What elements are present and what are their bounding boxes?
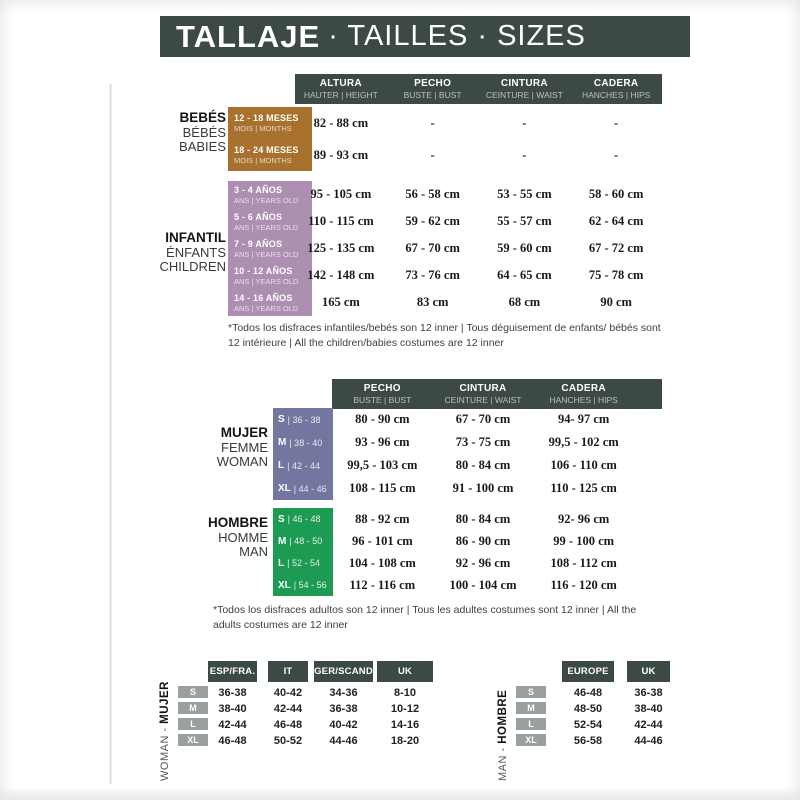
measurement-cell: 92- 96 cm — [557, 511, 610, 526]
measurement-cell: 116 - 120 cm — [550, 577, 617, 592]
group-label-line: BÉBÉS — [182, 124, 226, 140]
size-badge — [273, 530, 333, 552]
age-range-sub: MOIS | MONTHS — [234, 156, 292, 165]
measurement-cell: 83 cm — [416, 295, 449, 309]
table-row — [332, 431, 634, 454]
size-badge — [273, 454, 333, 477]
size-badge: XL — [516, 734, 546, 746]
column-header-cadera — [533, 379, 634, 409]
measurement-cell: 80 - 84 cm — [455, 511, 511, 526]
table-row — [295, 208, 662, 235]
measurement-cell: 86 - 90 cm — [455, 533, 511, 548]
size-badge — [273, 431, 333, 454]
column-header-pecho — [387, 74, 479, 104]
group-label-line: INFANTIL — [165, 230, 226, 245]
column-subtitle: HANCHES | HIPS — [549, 395, 618, 405]
conv-cell: 36-38 — [218, 686, 247, 699]
measurement-cell: 89 - 93 cm — [313, 147, 369, 162]
measurement-cell: 94- 97 cm — [557, 412, 610, 426]
size-letter: M — [278, 535, 287, 547]
conv-cell: 40-42 — [329, 718, 358, 731]
conv-header-ger-scand: GER/SCAND — [314, 661, 373, 682]
measurement-cell: 110 - 115 cm — [308, 214, 374, 228]
group-label-babies — [140, 111, 226, 155]
conv-cell: 40-42 — [273, 686, 303, 699]
size-badge: S — [178, 686, 208, 698]
column-subtitle: CEINTURE | WAIST — [444, 395, 522, 405]
measurement-cell: - — [430, 115, 435, 130]
table-row — [332, 574, 634, 596]
size-range: | 54 - 56 — [293, 580, 327, 590]
measurement-cell: 82 - 88 cm — [313, 115, 369, 130]
group-label-line: MAN — [239, 544, 268, 559]
conv-cell: 44-46 — [634, 734, 663, 747]
size-badge: M — [516, 702, 546, 714]
column-subtitle: BUSTE | BUST — [403, 90, 462, 100]
conv-header-it: IT — [268, 661, 308, 682]
size-letter: M — [278, 437, 287, 448]
measurement-cell: 88 - 92 cm — [355, 511, 410, 526]
side-label-bold: MUJER — [159, 681, 171, 724]
group-label-line: ÉNFANTS — [166, 244, 226, 260]
measurement-cell: 142 - 148 cm — [307, 268, 375, 282]
conv-header-uk: UK — [377, 661, 433, 682]
table-row — [295, 235, 662, 262]
age-range-sub: MOIS | MONTHS — [234, 124, 292, 133]
conv-header-uk: UK — [627, 661, 670, 682]
size-badge: L — [516, 718, 546, 730]
age-range-sub: ANS | YEARS OLD — [234, 249, 299, 259]
age-range: 5 - 6 AÑOS — [234, 211, 283, 222]
measurement-cell: 99,5 - 103 cm — [347, 458, 418, 472]
group-label-children — [135, 231, 226, 275]
group-label-line: WOMAN — [216, 454, 268, 469]
conv-cell: 10-12 — [390, 702, 420, 715]
measurement-cell: 58 - 60 cm — [588, 187, 644, 201]
size-range: | 44 - 46 — [293, 483, 327, 494]
age-range: 7 - 9 AÑOS — [234, 238, 283, 249]
size-letter: XL — [278, 483, 291, 494]
side-label-prefix: MAN - — [497, 743, 509, 781]
measurement-cell: - — [614, 147, 619, 162]
measurement-cell: 112 - 116 cm — [349, 577, 416, 592]
column-header-pecho — [332, 379, 433, 409]
title-secondary: · TAILLES · SIZES — [328, 20, 586, 52]
column-title: ALTURA — [319, 78, 362, 89]
age-range: 3 - 4 AÑOS — [234, 184, 283, 195]
size-badge — [273, 574, 333, 596]
size-badge: M — [178, 702, 208, 714]
size-range: | 52 - 54 — [287, 558, 320, 568]
table-row — [295, 107, 662, 139]
side-label-man — [497, 661, 509, 781]
title-primary: TALLAJE — [176, 18, 321, 54]
age-range: 18 - 24 MESES — [234, 145, 299, 155]
measurement-cell: 75 - 78 cm — [588, 268, 644, 282]
measurement-cell: 99 - 100 cm — [553, 533, 615, 548]
size-letter: L — [278, 460, 285, 471]
measurement-cell: 56 - 58 cm — [405, 187, 460, 201]
table-row — [332, 454, 634, 477]
measurement-cell: 93 - 96 cm — [355, 435, 410, 449]
column-header-cintura — [433, 379, 534, 409]
age-range: 14 - 16 AÑOS — [234, 292, 293, 303]
measurement-cell: 92 - 96 cm — [455, 555, 511, 570]
measurement-cell: 99,5 - 102 cm — [548, 435, 619, 449]
measurement-cell: - — [522, 147, 527, 162]
table-row — [332, 530, 634, 552]
measurement-cell: 67 - 70 cm — [455, 412, 511, 426]
conv-cell: 46-48 — [573, 686, 603, 699]
measurement-cell: 53 - 55 cm — [497, 187, 552, 201]
age-range-sub: ANS | YEARS OLD — [234, 303, 299, 313]
age-range-sub: ANS | YEARS OLD — [234, 276, 299, 286]
men-size-badges — [273, 508, 333, 596]
measurement-cell: 59 - 62 cm — [405, 214, 460, 228]
size-badge — [273, 477, 333, 500]
conv-cell: 18-20 — [390, 734, 420, 747]
size-range: | 46 - 48 — [287, 514, 321, 524]
size-range: | 38 - 40 — [289, 437, 323, 448]
column-title: CINTURA — [459, 383, 507, 394]
side-label-woman — [159, 661, 171, 781]
measurement-cell: 67 - 72 cm — [588, 241, 644, 255]
group-label-line: FEMME — [221, 439, 268, 455]
conv-cell: 56-58 — [573, 734, 603, 747]
measurement-cell: 95 - 105 cm — [310, 187, 372, 201]
measurement-cell: 165 cm — [321, 295, 360, 309]
table-row — [332, 508, 634, 530]
size-letter: XL — [278, 579, 291, 591]
measurement-cell: 91 - 100 cm — [452, 481, 514, 495]
page-bottom-shadow — [0, 788, 800, 800]
conv-cell: 42-44 — [218, 718, 247, 731]
women-size-badges — [273, 408, 333, 500]
conv-cell: 36-38 — [634, 686, 663, 699]
size-range: | 36 - 38 — [287, 414, 321, 425]
group-label-line: MUJER — [220, 425, 268, 440]
group-label-line: HOMME — [218, 529, 268, 545]
column-subtitle: HAUTER | HEIGHT — [303, 90, 378, 100]
column-header-altura — [295, 74, 387, 104]
column-subtitle: BUSTE | BUST — [353, 395, 412, 405]
group-label-women — [175, 426, 268, 470]
size-badge: XL — [178, 734, 208, 746]
column-title: PECHO — [414, 78, 452, 89]
size-badge — [273, 552, 333, 574]
conv-cell: 14-16 — [390, 718, 420, 731]
group-label-line: BABIES — [179, 139, 226, 154]
measurement-cell: 62 - 64 cm — [588, 214, 644, 228]
measurement-cell: 90 cm — [600, 295, 632, 309]
conv-header-esp-fra: ESP/FRA. — [208, 661, 257, 682]
table-row — [295, 262, 662, 289]
group-label-line: HOMBRE — [208, 515, 268, 530]
measurement-cell: 80 - 84 cm — [455, 458, 511, 472]
column-title: CADERA — [593, 78, 639, 89]
table-row — [295, 181, 662, 208]
size-letter: S — [278, 414, 285, 425]
column-title: PECHO — [363, 383, 401, 394]
measurement-cell: 55 - 57 cm — [497, 214, 552, 228]
measurement-cell: - — [614, 115, 619, 130]
size-badge — [273, 508, 333, 530]
conv-cell: 50-52 — [273, 734, 303, 747]
page-fold-line — [109, 84, 112, 784]
age-range: 12 - 18 MESES — [234, 113, 299, 123]
adults-footnote: *Todos los disfraces adultos son 12 inner | Tous les adultes costumes sont 12 inner | All the adults costumes are 12 inner — [213, 604, 637, 631]
measurement-cell: 110 - 125 cm — [550, 481, 617, 495]
measurement-cell: 59 - 60 cm — [497, 241, 552, 255]
group-label-line: CHILDREN — [159, 259, 226, 274]
conv-cell: 48-50 — [573, 702, 603, 715]
size-badge: L — [178, 718, 208, 730]
measurement-cell: 125 - 135 cm — [307, 241, 375, 255]
adults-table-header — [332, 379, 662, 409]
column-header-cadera — [570, 74, 662, 104]
table-row — [332, 552, 634, 574]
measurement-cell: 80 - 90 cm — [355, 412, 410, 426]
table-row — [332, 408, 634, 431]
conv-cell: 38-40 — [218, 702, 247, 715]
age-range-sub: ANS | YEARS OLD — [234, 195, 299, 205]
column-title: CINTURA — [500, 78, 548, 89]
measurement-cell: 108 - 115 cm — [349, 481, 416, 495]
conv-cell: 42-44 — [273, 702, 303, 715]
size-letter: S — [278, 513, 285, 525]
conv-cell: 52-54 — [573, 718, 603, 731]
kids-footnote: *Todos los disfraces infantiles/bebés son 12 inner | Tous déguisement de enfants/ bébés sont 12 intérieure | All the children/babies costumes are 12 inner — [228, 322, 661, 349]
column-subtitle: CEINTURE | WAIST — [485, 90, 563, 100]
column-header-cintura — [479, 74, 571, 104]
measurement-cell: 73 - 75 cm — [455, 435, 511, 449]
side-label-bold: HOMBRE — [497, 689, 509, 744]
conv-cell: 36-38 — [329, 702, 358, 715]
group-label-men — [175, 516, 268, 560]
conv-cell: 44-46 — [329, 734, 358, 747]
table-row — [295, 289, 662, 316]
measurement-cell: 100 - 104 cm — [449, 577, 517, 592]
age-range: 10 - 12 AÑOS — [234, 265, 293, 276]
conv-header-europe: EUROPE — [562, 661, 614, 682]
size-badge: S — [516, 686, 546, 698]
measurement-cell: 68 cm — [508, 295, 541, 309]
measurement-cell: 108 - 112 cm — [550, 555, 617, 570]
measurement-cell: - — [522, 115, 527, 130]
column-title: CADERA — [561, 383, 606, 394]
measurement-cell: 104 - 108 cm — [348, 555, 416, 570]
conv-cell: 42-44 — [634, 718, 663, 731]
conv-cell: 34-36 — [329, 686, 358, 699]
size-range: | 48 - 50 — [289, 536, 323, 546]
size-badge — [273, 408, 333, 431]
page-title — [160, 16, 690, 57]
column-subtitle: HANCHES | HIPS — [581, 90, 651, 100]
side-label-prefix: WOMAN - — [159, 723, 171, 781]
size-letter: L — [278, 557, 285, 569]
conv-cell: 8-10 — [393, 686, 417, 699]
measurement-cell: 106 - 110 cm — [550, 458, 617, 472]
measurement-cell: 64 - 65 cm — [497, 268, 552, 282]
measurement-cell: 73 - 76 cm — [405, 268, 460, 282]
conv-cell: 46-48 — [273, 718, 303, 731]
conv-cell: 46-48 — [218, 734, 247, 747]
group-label-line: BEBÉS — [179, 110, 226, 125]
conv-cell: 38-40 — [634, 702, 663, 715]
measurement-cell: 67 - 70 cm — [405, 241, 460, 255]
table-row — [332, 477, 634, 500]
table-row — [295, 139, 662, 171]
kids-table-header — [295, 74, 662, 104]
measurement-cell: - — [430, 147, 435, 162]
measurement-cell: 96 - 101 cm — [351, 533, 413, 548]
size-range: | 42 - 44 — [287, 460, 320, 471]
age-range-sub: ANS | YEARS OLD — [234, 222, 299, 232]
